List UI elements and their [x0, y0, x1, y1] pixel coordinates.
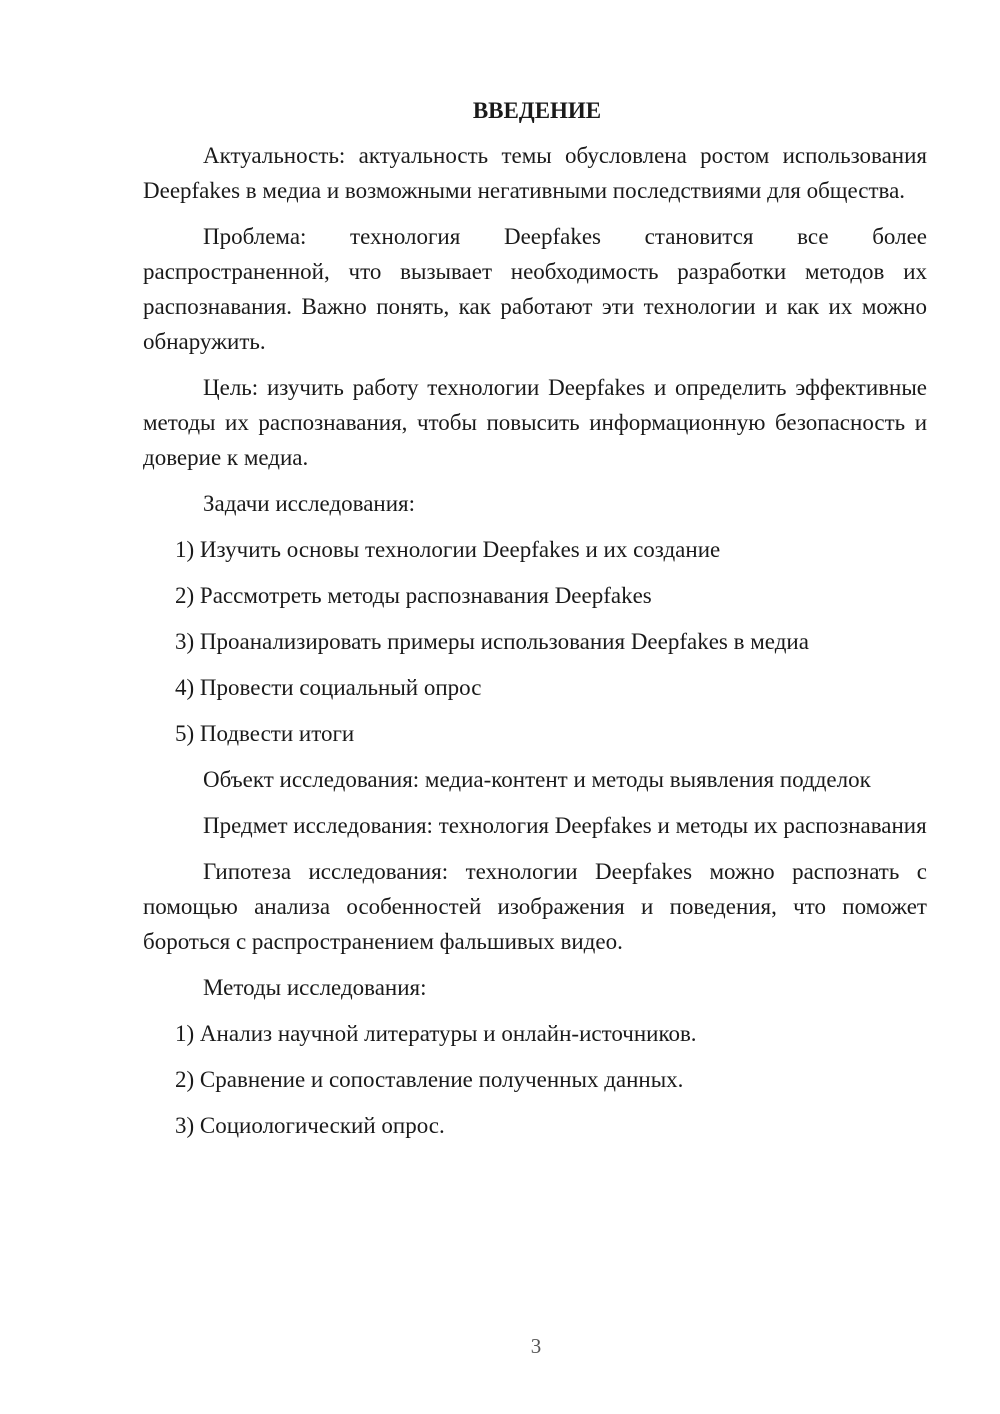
- method-item: 2) Сравнение и сопоставление полученных данных.: [175, 1067, 684, 1092]
- method-item: 1) Анализ научной литературы и онлайн-источников.: [175, 1021, 697, 1046]
- task-item: 5) Подвести итоги: [175, 721, 355, 746]
- hypothesis-paragraph: Гипотеза исследования: технологии Deepfakes можно распознать с помощью анализа особенностей изображения и поведения, что поможет бороться с распространением фальшивых видео.: [143, 859, 927, 954]
- task-item: 2) Рассмотреть методы распознавания Deepfakes: [175, 583, 652, 608]
- object-paragraph: Объект исследования: медиа-контент и методы выявления подделок: [203, 767, 871, 792]
- tasks-heading: Задачи исследования:: [203, 491, 416, 516]
- task-item: 1) Изучить основы технологии Deepfakes и их создание: [175, 537, 721, 562]
- method-item: 3) Социологический опрос.: [175, 1113, 445, 1138]
- page-content: [143, 96, 927, 1154]
- section-title: ВВЕДЕНИЕ: [472, 98, 602, 123]
- problem-paragraph: Проблема: технология Deepfakes становится все более распространенной, что вызывает необходимость разработки методов их распознавания. Важно понять, как работают эти технологии и как их можно обнаружить.: [143, 224, 927, 354]
- goal-paragraph: Цель: изучить работу технологии Deepfakes и определить эффективные методы их распознавания, чтобы повысить информационную безопасность и доверие к медиа.: [143, 375, 927, 470]
- subject-paragraph: Предмет исследования: технология Deepfakes и методы их распознавания: [203, 813, 927, 838]
- page-number: 3: [530, 1334, 542, 1358]
- task-item: 4) Провести социальный опрос: [175, 675, 482, 700]
- relevance-paragraph: Актуальность: актуальность темы обусловлена ростом использования Deepfakes в медиа и возможными негативными последствиями для общества.: [143, 143, 927, 203]
- methods-heading: Методы исследования:: [203, 975, 427, 1000]
- task-item: 3) Проанализировать примеры использования Deepfakes в медиа: [175, 629, 809, 654]
